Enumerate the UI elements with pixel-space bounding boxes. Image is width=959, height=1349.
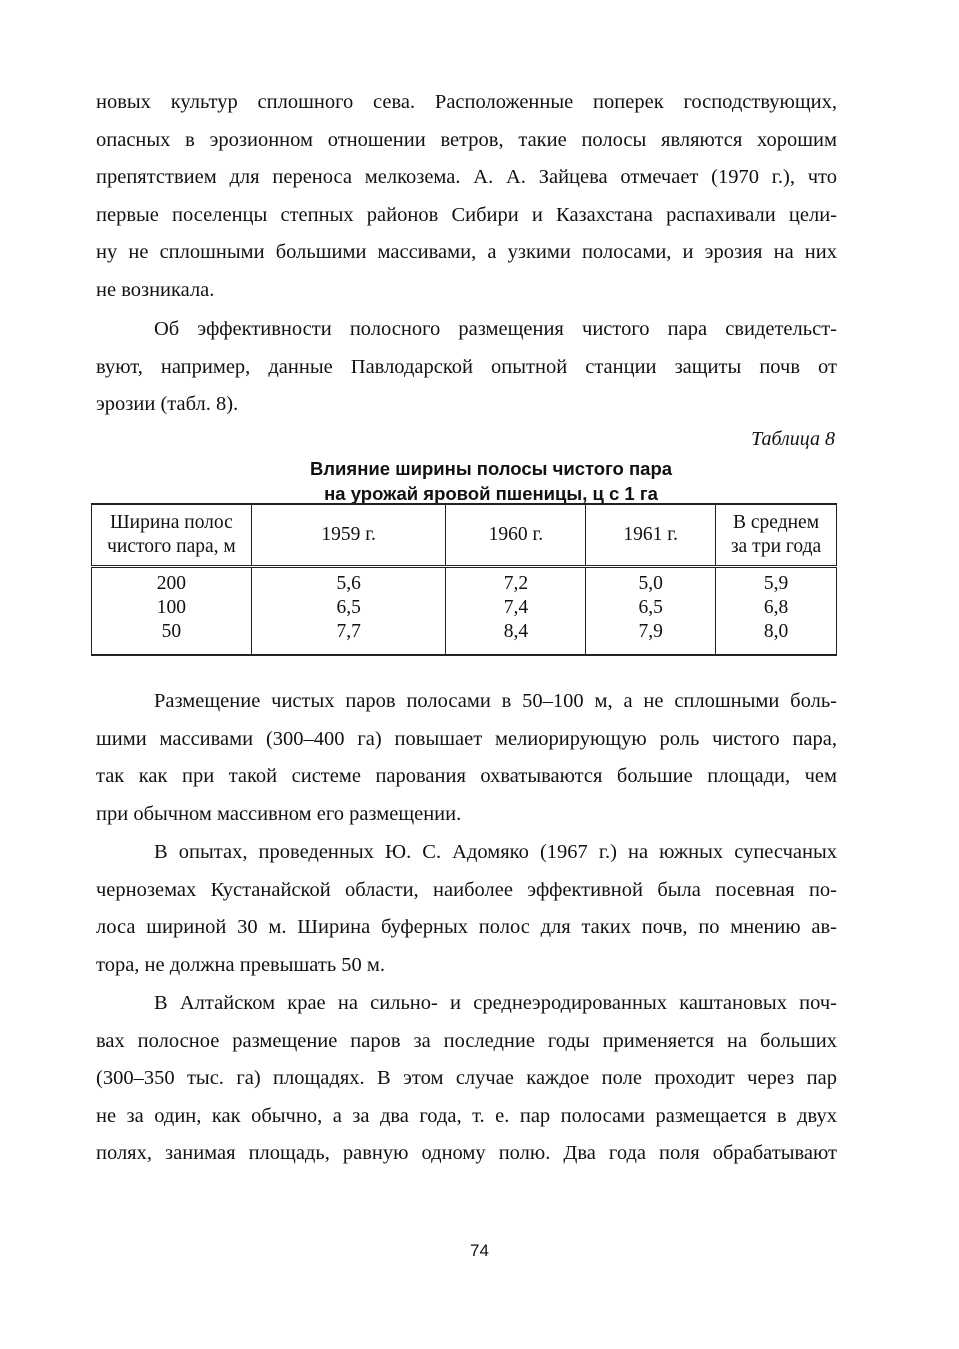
text-line: полях, занимая площадь, равную одному полю. Два года поля обрабатывают (96, 1142, 837, 1164)
text-line: В Алтайском крае на сильно- и среднеэродированных каштановых поч- (154, 992, 837, 1014)
header-1960: 1960 г. (446, 504, 586, 567)
header-1959: 1959 г. (251, 504, 446, 567)
text-line: (300–350 тыс. га) площадях. В этом случае каждое поле проходит через пар (96, 1067, 837, 1089)
table-cell: 6,8 (716, 596, 837, 620)
table-cell: 7,9 (586, 620, 716, 655)
text-line: при обычном массивном его размещении. (96, 802, 462, 825)
text-line: ну не сплошными большими массивами, а узкими полосами, и эрозия на них (96, 241, 837, 263)
table-title-line: на урожай яровой пшеницы, ц с 1 га (324, 483, 658, 504)
text-line: лоса шириной 30 м. Ширина буферных полос для таких почв, по мнению ав- (96, 916, 837, 938)
text-line: Об эффективности полосного размещения чистого пара свидетельст- (154, 318, 837, 340)
table-cell: 50 (92, 620, 252, 655)
table-cell: 8,4 (446, 620, 586, 655)
table-title-line: Влияние ширины полосы чистого пара (309, 458, 673, 479)
data-table (91, 503, 837, 656)
text-line: черноземах Кустанайской области, наиболее эффективной была посевная по- (96, 878, 837, 901)
header-strip-width: Ширина полос чистого пара, м (92, 504, 252, 567)
table-cell: 7,7 (251, 620, 446, 655)
text-line: так как при такой системе парования охватываются большие площади, чем (96, 765, 837, 787)
text-line: тора, не должна превышать 50 м. (96, 953, 386, 976)
table-cell: 100 (92, 596, 252, 620)
page-number: 74 (470, 1241, 489, 1260)
paragraph-4 (96, 834, 837, 984)
table-title (246, 456, 736, 506)
paragraph-1 (96, 84, 837, 309)
text-line: вуют, например, данные Павлодарской опытной станции защиты почв от (96, 355, 837, 378)
text-line: В опытах, проведенных Ю. С. Адомяко (1967 г.) на южных супесчаных (154, 841, 837, 863)
paragraph-5 (96, 985, 837, 1173)
table-cell: 7,2 (446, 567, 586, 597)
paragraph-3 (96, 683, 837, 833)
table-cell: 200 (92, 567, 252, 597)
header-average: В среднем за три года (716, 504, 837, 567)
text-line: первые поселенцы степных районов Сибири и Казахстана распахивали цели- (96, 203, 837, 226)
header-1961: 1961 г. (586, 504, 716, 567)
table-cell: 5,0 (586, 567, 716, 597)
table-cell: 7,4 (446, 596, 586, 620)
table-cell: 8,0 (716, 620, 837, 655)
text-line: не за один, как обычно, а за два года, т. е. пар полосами размещается в двух (96, 1104, 837, 1127)
text-line: препятствием для переноса мелкозема. А. А. Зайцева отмечает (1970 г.), что (96, 166, 837, 188)
text-line: новых культур сплошного сева. Расположенные поперек господствующих, (96, 91, 837, 113)
text-line: не возникала. (96, 278, 215, 301)
text-line: шими массивами (300–400 га) повышает мелиорирующую роль чистого пара, (96, 727, 837, 750)
table-row (92, 567, 837, 597)
text-line: Размещение чистых паров полосами в 50–100 м, а не сплошными боль- (154, 690, 837, 712)
table-row (92, 620, 837, 655)
table-cell: 5,9 (716, 567, 837, 597)
paragraph-2 (96, 311, 837, 424)
text-line: опасных в эрозионном отношении ветров, такие полосы являются хорошим (96, 128, 837, 151)
table-row (92, 596, 837, 620)
table-cell: 5,6 (251, 567, 446, 597)
table-cell: 6,5 (586, 596, 716, 620)
text-line: вах полосное размещение паров за последние годы применяется на больших (96, 1029, 837, 1052)
table-header-row (92, 504, 837, 567)
table-cell: 6,5 (251, 596, 446, 620)
table-label: Таблица 8 (751, 428, 835, 450)
text-line: эрозии (табл. 8). (96, 393, 239, 415)
